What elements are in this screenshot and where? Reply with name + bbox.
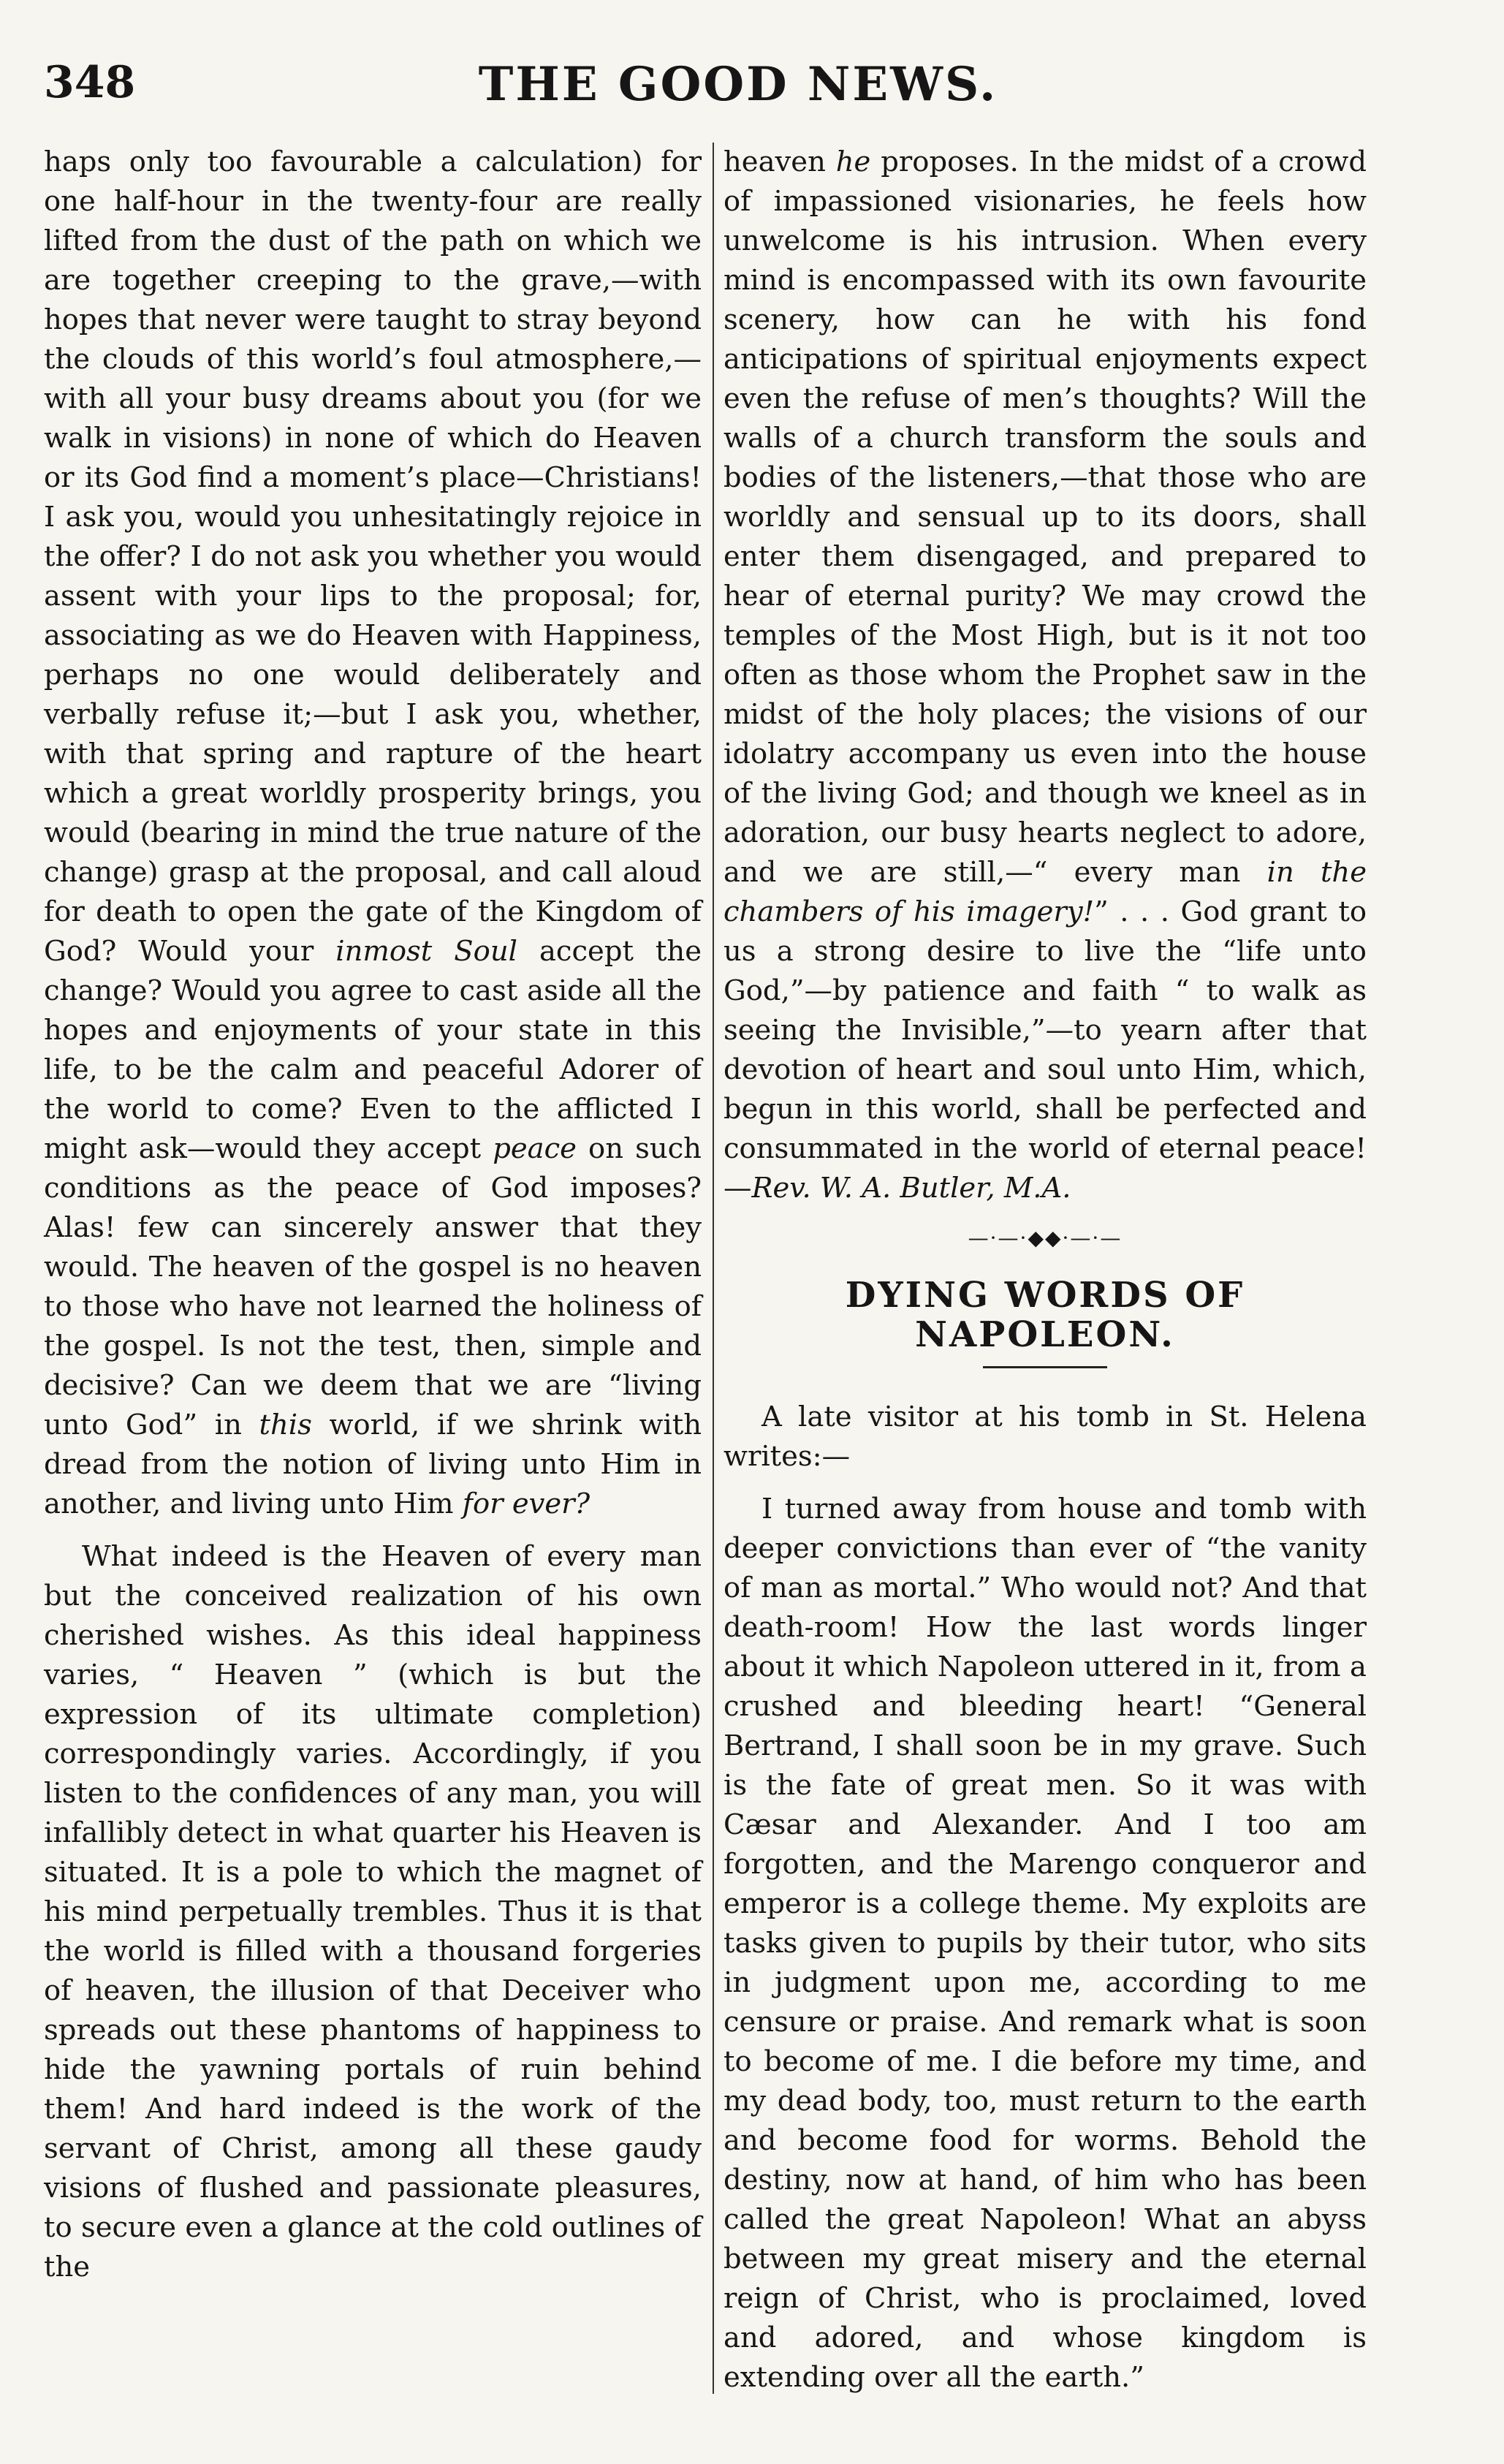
- left-paragraph-2: What indeed is the Heaven of every man but the conceived realization of his own cherished wishes. As this ideal happiness varies, “ Heaven ” (which is but the expression of its ultimate completion) correspondingly varies. Accordingly, if you listen to the confidences of any man, you will infallibly detect in what quarter his Heaven is situated. It is a pole to which the magnet of his mind perpetually trembles. Thus it is that the world is filled with a thousand forgeries of heaven, the illusion of that Deceiver who spreads out these phantoms of happiness to hide the yawning portals of ruin behind them! And hard indeed is the work of the servant of Christ, among all these gaudy visions of flushed and passionate pleasures, to secure even a glance at the cold outlines of the: [44, 1540, 702, 2283]
- running-title: THE GOOD NEWS.: [478, 57, 998, 112]
- section-heading: DYING WORDS OF NAPOLEON.: [845, 1275, 1245, 1355]
- right-paragraph-3: I turned away from house and tomb with deeper convictions than ever of “the vanity of man as mortal.” Who would not? And that death-room! How the last words linger about it which Napoleon uttered in it, from a crushed and bleeding heart! “General Bertrand, I shall soon be in my grave. Such is the fate of great men. So it was with Cæsar and Alexander. And I too am forgotten, and the Marengo conqueror and emperor is a college theme. My exploits are tasks given to pupils by their tutor, who sits in judgment upon me, according to me censure or praise. And remark what is soon to become of me. I die before my time, and my dead body, too, must return to the earth and become food for worms. Behold the destiny, now at hand, of him who has been called the great Napoleon! What an abyss between my great misery and the eternal reign of Christ, who is proclaimed, loved and adored, and whose kingdom is extending over all the earth.”: [723, 1493, 1367, 2394]
- section-divider: —·—·◆◆·—·—: [968, 1226, 1123, 1250]
- heading-rule: [983, 1366, 1107, 1368]
- right-column: [723, 143, 1367, 2397]
- left-paragraph-1: haps only too favourable a calculation) for one half-hour in the twenty-four are really lifted from the dust of the path on which we are together creeping to the grave,—with hopes that never were taught to stray beyond the clouds of this world’s foul atmosphere,—with all your busy dreams about you (for we walk in visions) in none of which do Heaven or its God find a moment’s place—Christians! I ask you, would you unhesitatingly rejoice in the offer? I do not ask you whether you would assent with your lips to the proposal; for, associating as we do Heaven with Happiness, perhaps no one would deliberately and verbally refuse it;—but I ask you, whether, with that spring and rapture of the heart which a great worldly prosperity brings, you would (bearing in mind the true nature of the change) grasp at the proposal, and call aloud for death to open the gate of the Kingdom of God? Would your inmost Soul accept the change? Would you agree to cast aside all the hopes and enjoyments of your state in this life, to be the calm and peaceful Adorer of the world to come? Even to the afflicted I might ask—would they accept peace on such conditions as the peace of God imposes? Alas! few can sincerely answer that they would. The heaven of the gospel is no heaven to those who have not learned the holiness of the gospel. Is not the test, then, simple and decisive? Can we deem that we are “living unto God” in this world, if we shrink with dread from the notion of living unto Him in another, and living unto Him for ever?: [44, 145, 702, 1520]
- left-column: [44, 143, 702, 2287]
- signature: Rev. W. A. Butler, M.A.: [751, 1172, 1071, 1205]
- column-rule: [713, 143, 714, 2394]
- right-paragraph-1: heaven he proposes. In the midst of a crowd of impassioned visionaries, he feels how unwelcome is his intrusion. When every mind is encompassed with its own favourite scenery, how can he with his fond anticipations of spiritual enjoyments expect even the refuse of men’s thoughts? Will the walls of a church transform the souls and bodies of the listeners,—that those who are worldly and sensual up to its doors, shall enter them disengaged, and prepared to hear of eternal purity? We may crowd the temples of the Most High, but is it not too often as those whom the Prophet saw in the midst of the holy places; the visions of our idolatry accompany us even into the house of the living God; and though we kneel as in adoration, our busy hearts neglect to adore, and we are still,—“ every man in the chambers of his imagery!” . . . God grant to us a strong desire to live the “life unto God,”—by patience and faith “ to walk as seeing the Invisible,”—to yearn after that devotion of heart and soul unto Him, which, begun in this world, shall be perfected and consummated in the world of eternal peace!—Rev. W. A. Butler, M.A.: [723, 145, 1367, 1205]
- right-paragraph-2: A late visitor at his tomb in St. Helena writes:—: [723, 1400, 1367, 1473]
- page-number: 348: [44, 57, 136, 108]
- page-header: [44, 57, 1432, 127]
